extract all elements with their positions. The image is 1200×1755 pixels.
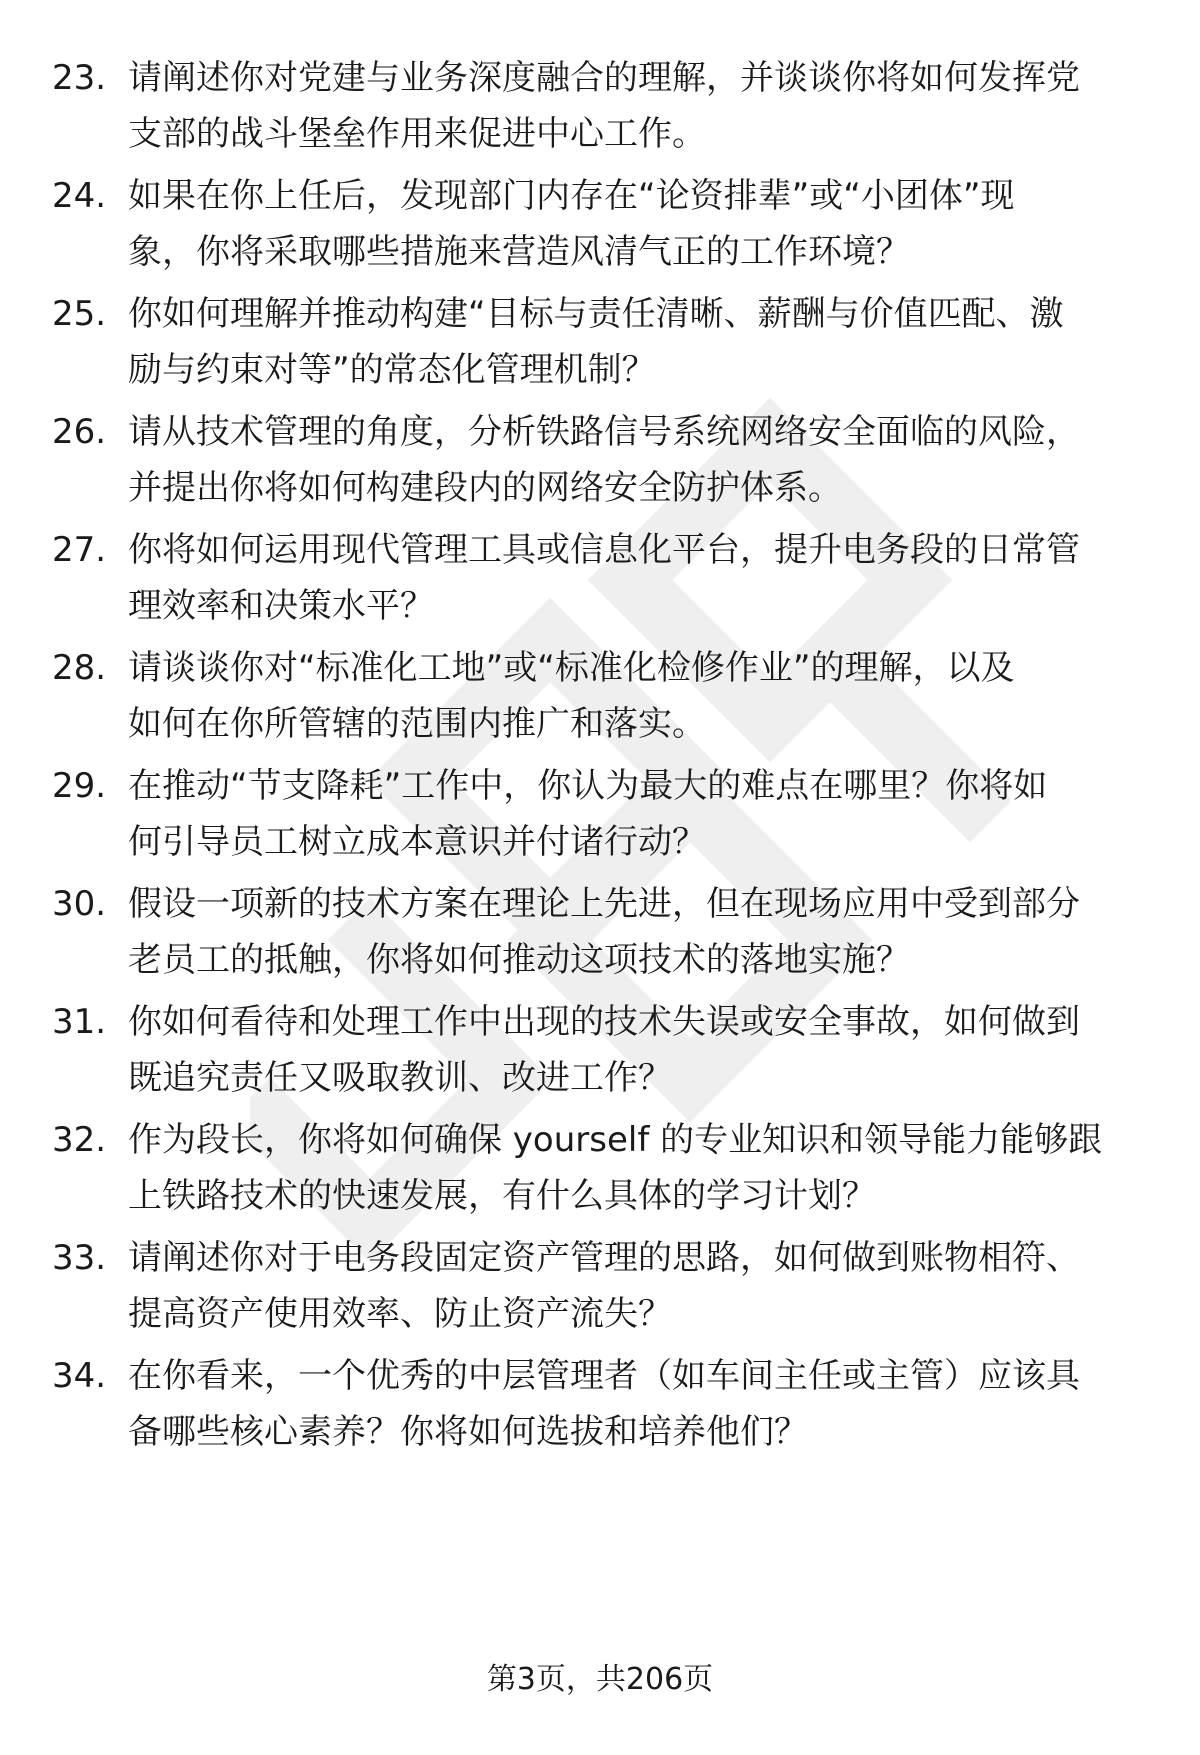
question-number: 34. (52, 1356, 107, 1396)
question-text: 你如何理解并推动构建“目标与责任清晰、薪酬与价值匹配、激 励与约束对等”的常态化管理机制？ (128, 294, 1064, 390)
page-number: 第3页，共206页 (486, 1662, 714, 1697)
question-item (0, 1348, 1200, 1458)
question-number: 31. (52, 1002, 107, 1042)
question-number: 23. (52, 58, 107, 98)
question-number: 32. (52, 1120, 107, 1160)
question-item (0, 1112, 1200, 1222)
question-item (0, 876, 1200, 986)
question-text: 在推动“节支降耗”工作中，你认为最大的难点在哪里？你将如 何引导员工树立成本意识并付诸行动？ (128, 766, 1048, 862)
question-text: 假设一项新的技术方案在理论上先进，但在现场应用中受到部分 老员工的抵触，你将如何推动这项技术的落地实施？ (128, 884, 1080, 980)
question-text: 你将如何运用现代管理工具或信息化平台，提升电务段的日常管 理效率和决策水平？ (128, 530, 1080, 626)
question-number: 33. (52, 1238, 107, 1278)
question-item (0, 994, 1200, 1104)
question-text: 请阐述你对于电务段固定资产管理的思路，如何做到账物相符、 提高资产使用效率、防止资产流失？ (128, 1238, 1080, 1334)
question-item (0, 168, 1200, 278)
question-item (0, 286, 1200, 396)
question-text: 如果在你上任后，发现部门内存在“论资排辈”或“小团体”现 象，你将采取哪些措施来营造风清气正的工作环境？ (128, 176, 1015, 272)
question-text: 你如何看待和处理工作中出现的技术失误或安全事故，如何做到 既追究责任又吸取教训、改进工作？ (128, 1002, 1080, 1098)
question-number: 24. (52, 176, 107, 216)
question-item (0, 1230, 1200, 1340)
question-text: 作为段长，你将如何确保 yourself 的专业知识和领导能力能够跟 上铁路技术的快速发展，有什么具体的学习计划？ (128, 1120, 1103, 1216)
question-number: 27. (52, 530, 107, 570)
question-number: 29. (52, 766, 107, 806)
question-item (0, 640, 1200, 750)
question-item (0, 404, 1200, 514)
question-text: 请阐述你对党建与业务深度融合的理解，并谈谈你将如何发挥党 支部的战斗堡垒作用来促进中心工作。 (128, 58, 1080, 154)
question-number: 25. (52, 294, 107, 334)
question-item (0, 522, 1200, 632)
question-number: 30. (52, 884, 107, 924)
question-text: 在你看来，一个优秀的中层管理者（如车间主任或主管）应该具 备哪些核心素养？你将如何选拔和培养他们？ (128, 1356, 1080, 1452)
question-text: 请谈谈你对“标准化工地”或“标准化检修作业”的理解，以及 如何在你所管辖的范围内推广和落实。 (128, 648, 1015, 744)
question-item (0, 50, 1200, 160)
question-item (0, 758, 1200, 868)
question-text: 请从技术管理的角度，分析铁路信号系统网络安全面临的风险， 并提出你将如何构建段内的网络安全防护体系。 (128, 412, 1080, 508)
question-number: 28. (52, 648, 107, 688)
question-number: 26. (52, 412, 107, 452)
